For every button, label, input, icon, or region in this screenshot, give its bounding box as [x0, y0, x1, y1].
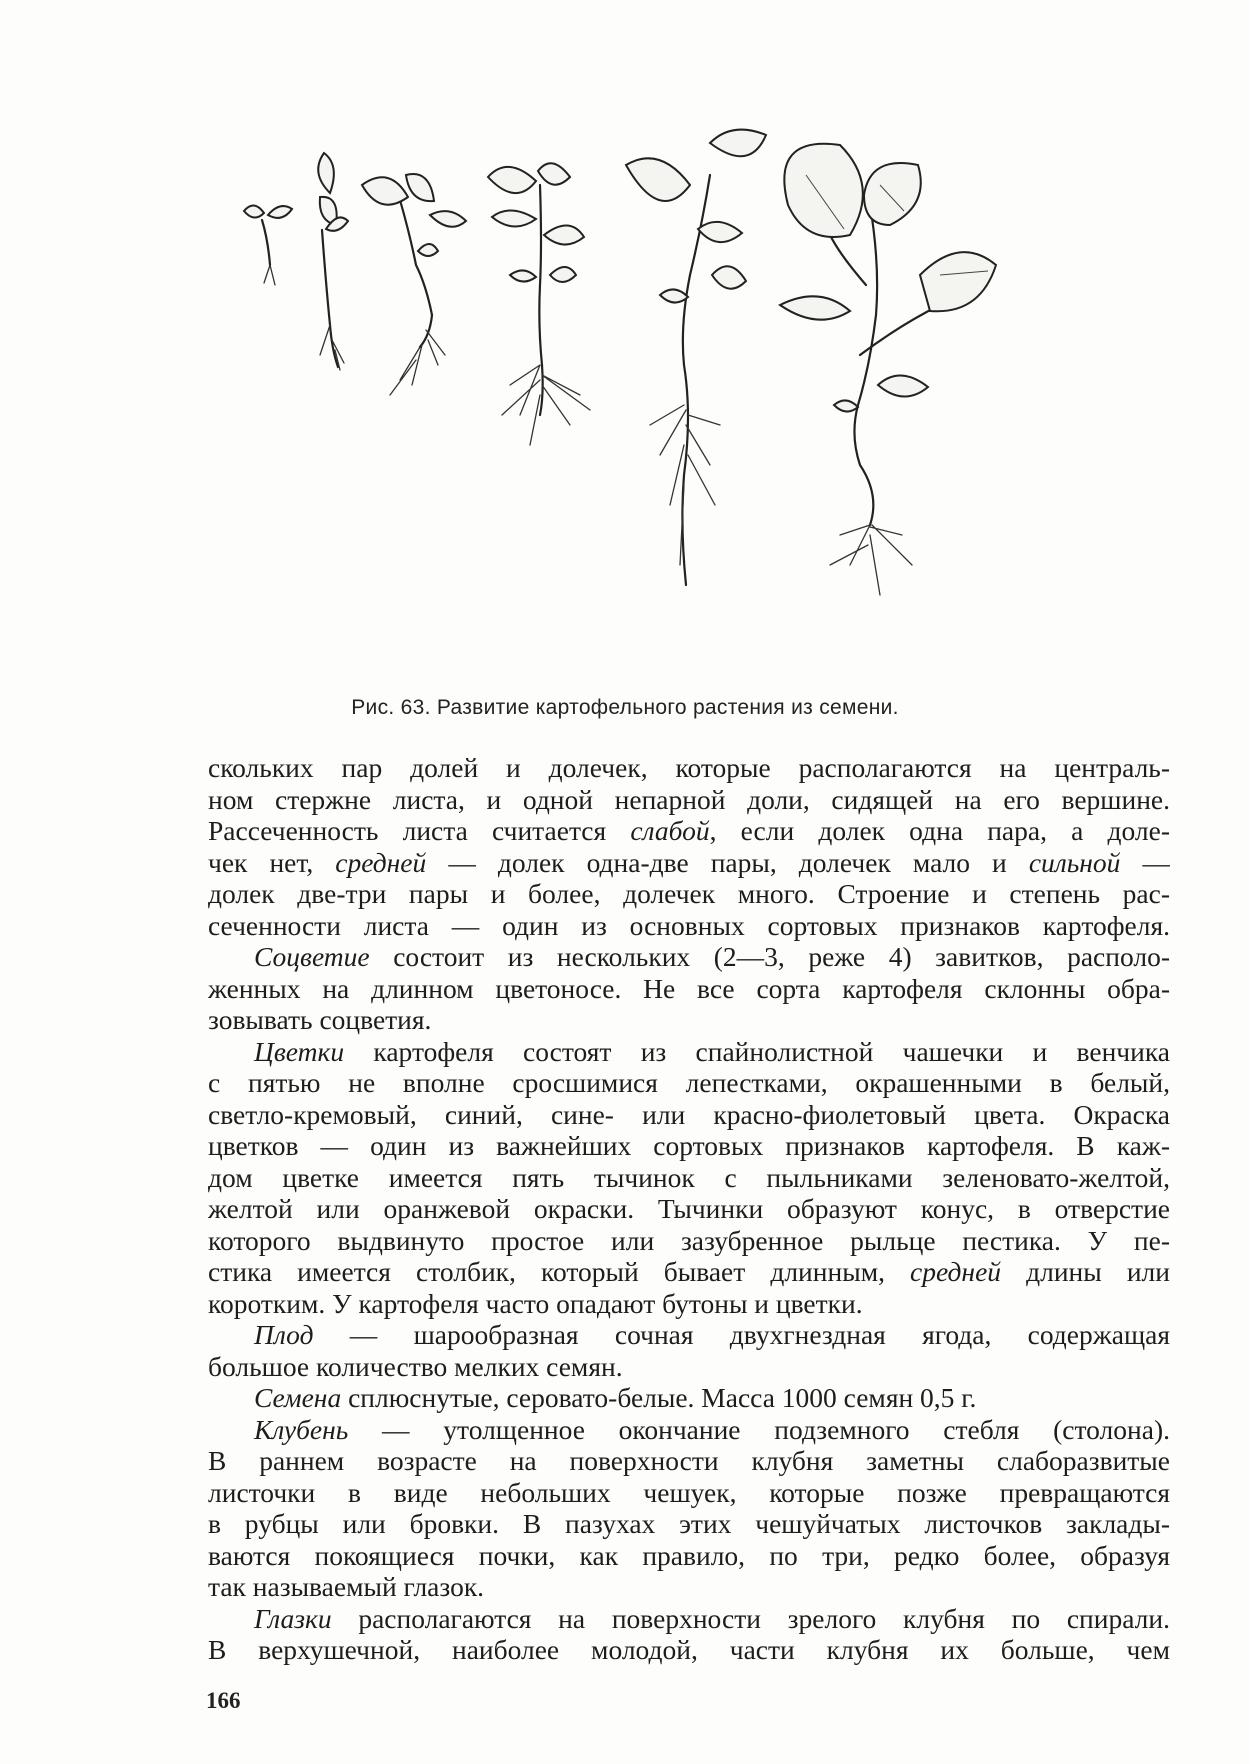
text-line: долек две-три пары и более, долечек много. Строение и степень рас- — [208, 878, 1170, 909]
text-line: листочки в виде небольших чешуек, которые позже превращаются — [208, 1476, 1170, 1508]
text-line: скольких пар долей и долечек, которые располагаются на централь- — [208, 752, 1170, 783]
text-line: В верхушечной, наиболее молодой, части клубня их больше, чем — [208, 1634, 1170, 1665]
text-line: которого выдвинуто простое или зазубренное рыльце пестика. У пе- — [208, 1224, 1170, 1256]
text-line: Плод — шарообразная сочная двухгнездная ягода, содержащая — [254, 1319, 1170, 1350]
text-line: большое количество мелких семян. — [208, 1350, 623, 1382]
text-line: с пятью не вполне сросшимися лепестками, окрашенными в белый, — [208, 1067, 1170, 1098]
text-line: стика имеется столбик, который бывает длинным, средней длины или — [208, 1256, 1170, 1287]
text-line: Клубень — утолщенное окончание подземного стебля (столона). — [254, 1413, 1170, 1445]
text-line: зовывать соцветия. — [208, 1004, 432, 1035]
text-line: цветков — один из важнейших сортовых признаков картофеля. В каж- — [208, 1130, 1170, 1161]
text-line: желтой или оранжевой окраски. Тычинки образуют конус, в отверстие — [208, 1193, 1170, 1224]
page-number: 166 — [206, 1688, 241, 1713]
text-line: дом цветке имеется пять тычинок с пыльниками зеленовато-желтой, — [208, 1161, 1170, 1193]
text-line: ном стержне листа, и одной непарной доли, сидящей на его вершине. — [208, 783, 1170, 815]
text-line: Рассеченность листа считается слабой, если долек одна пара, а доле- — [208, 815, 1170, 846]
seedling-stage-2 — [362, 174, 466, 395]
text-line: так называемый глазок. — [208, 1571, 485, 1602]
seedling-stage-4 — [626, 130, 766, 585]
text-line: сеченности листа — один из основных сортовых признаков картофеля. — [208, 909, 1170, 941]
text-line: Семена сплюснутые, серовато-белые. Масса 1000 семян 0,5 г. — [254, 1382, 977, 1413]
text-line: в рубцы или бровки. В пазухах этих чешуйчатых листочков заклады- — [208, 1508, 1170, 1539]
text-line: светло-кремовый, синий, сине- или красно-фиолетовый цвета. Окраска — [208, 1098, 1170, 1130]
seedling-stage-3 — [488, 163, 590, 445]
text-line: Соцветие состоит из нескольких (2—3, реже 4) завитков, располо- — [254, 941, 1170, 972]
text-line: коротким. У картофеля часто опадают бутоны и цветки. — [208, 1287, 863, 1319]
potato-seedling-illustration — [240, 125, 1120, 685]
text-line: Глазки располагаются на поверхности зрелого клубня по спирали. — [254, 1602, 1170, 1634]
text-line: Цветки картофеля состоят из спайнолистной чашечки и венчика — [254, 1035, 1170, 1067]
body-text — [208, 752, 1170, 1666]
seedling-stage-1 — [244, 153, 348, 370]
figure-potato-seedlings — [240, 125, 1120, 685]
text-line: В раннем возрасте на поверхности клубня заметны слаборазвитые — [208, 1445, 1170, 1476]
text-line: чек нет, средней — долек одна-две пары, долечек мало и сильной — — [208, 846, 1170, 878]
text-line: ваются покоящиеся почки, как правило, по три, редко более, образуя — [208, 1539, 1170, 1571]
text-line: женных на длинном цветоносе. Не все сорта картофеля склонны обра- — [208, 972, 1170, 1004]
figure-caption: Рис. 63. Развитие картофельного растения из семени. — [351, 696, 899, 719]
seedling-stage-5 — [780, 144, 996, 595]
